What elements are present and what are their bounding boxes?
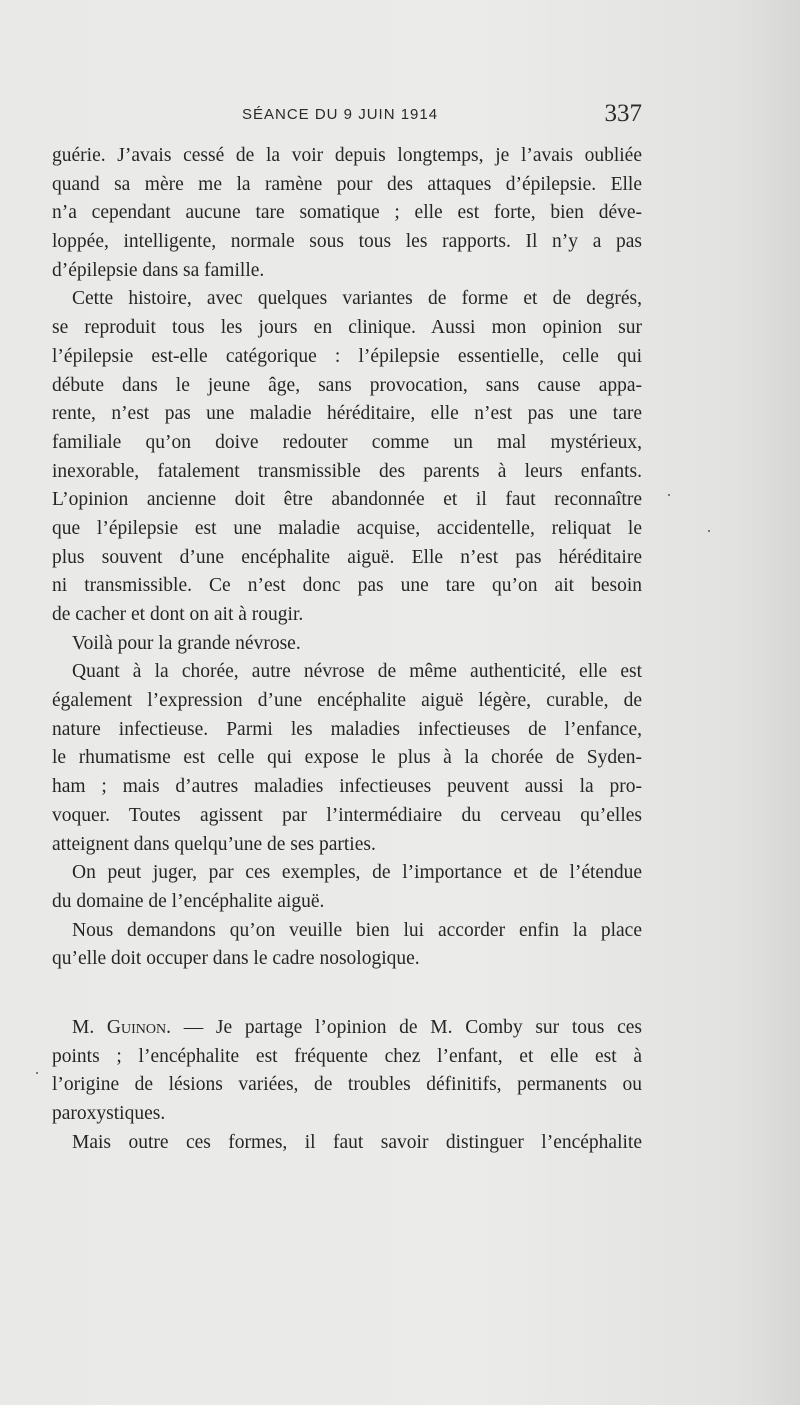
text-line: paroxystiques.	[52, 1103, 166, 1124]
text-line: Quant à la chorée, autre névrose de même authenticité, elle est	[72, 661, 642, 683]
body-text	[52, 142, 642, 1157]
text-line: ham ; mais d’autres maladies infectieuses peuvent aussi la pro-	[52, 776, 642, 798]
paragraph-2	[52, 285, 642, 629]
paragraph-6	[52, 917, 642, 974]
paragraph-4	[52, 658, 642, 859]
text-line: le rhumatisme est celle qui expose le plus à la chorée de Syden-	[52, 747, 642, 769]
page-number: 337	[604, 100, 642, 127]
paragraph-7	[52, 1014, 642, 1129]
text-line: l’origine de lésions variées, de troubles définitifs, permanents ou	[52, 1074, 642, 1096]
text-line: se reproduit tous les jours en clinique. Aussi mon opinion sur	[52, 317, 642, 339]
text-line: que l’épilepsie est une maladie acquise, accidentelle, reliquat le	[52, 517, 642, 539]
text-line: On peut juger, par ces exemples, de l’importance et de l’étendue	[72, 862, 642, 884]
paragraph-5	[52, 859, 642, 916]
text-line: atteignent dans quelqu’une de ses parties.	[52, 833, 376, 855]
text-fragment: — Je partage l’opinion de M. Comby sur tous ces	[171, 1016, 642, 1038]
text-line: familiale qu’on doive redouter comme un mal mystérieux,	[52, 431, 642, 453]
text-line: L’opinion ancienne doit être abandonnée et il faut reconnaître	[52, 489, 642, 511]
text-line: Mais outre ces formes, il faut savoir distinguer l’encéphalite	[72, 1131, 642, 1153]
text-line: inexorable, fatalement transmissible des parents à leurs enfants.	[52, 460, 642, 482]
text-line: d’épilepsie dans sa famille.	[52, 259, 265, 281]
paragraph-3	[52, 630, 642, 659]
text-line: guérie. J’avais cessé de la voir depuis longtemps, je l’avais oubliée	[52, 145, 642, 166]
text-line: l’épilepsie est-elle catégorique : l’épilepsie essentielle, celle qui	[52, 345, 642, 367]
running-head: SÉANCE DU 9 JUIN 1914	[242, 106, 439, 123]
text-line: débute dans le jeune âge, sans provocation, sans cause appa-	[52, 374, 642, 396]
text-line: quand sa mère me la ramène pour des attaques d’épilepsie. Elle	[52, 173, 642, 195]
paragraph-8	[52, 1129, 642, 1158]
text-line: n’a cependant aucune tare somatique ; elle est forte, bien déve-	[52, 202, 642, 224]
text-line: voquer. Toutes agissent par l’intermédiaire du cerveau qu’elles	[52, 804, 642, 826]
paper-speck	[668, 494, 670, 496]
text-line: de cacher et dont on ait à rougir.	[52, 604, 304, 625]
text-line: du domaine de l’encéphalite aiguë.	[52, 890, 325, 912]
paragraph-1	[52, 142, 642, 285]
text-line: rente, n’est pas une maladie héréditaire, elle n’est pas une tare	[52, 403, 642, 425]
text-line: loppée, intelligente, normale sous tous les rapports. Il n’y a pas	[52, 231, 642, 253]
text-line: également l’expression d’une encéphalite aiguë légère, curable, de	[52, 690, 642, 712]
text-line: Voilà pour la grande névrose.	[72, 632, 301, 654]
text-line: Nous demandons qu’on veuille bien lui accorder enfin la place	[72, 919, 642, 941]
text-line: plus souvent d’une encéphalite aiguë. Elle n’est pas héréditaire	[52, 546, 642, 568]
speaker-name: M. Guinon.	[72, 1016, 171, 1038]
page-header	[52, 100, 642, 132]
text-line: qu’elle doit occuper dans le cadre nosologique.	[52, 948, 420, 970]
text-line: points ; l’encéphalite est fréquente chez l’enfant, et elle est à	[52, 1045, 642, 1067]
paper-speck	[36, 1072, 38, 1074]
text-line: Cette histoire, avec quelques variantes de forme et de degrés,	[72, 288, 642, 310]
text-line: nature infectieuse. Parmi les maladies infectieuses de l’enfance,	[52, 718, 642, 740]
section-gap	[52, 974, 642, 1014]
paper-speck	[708, 530, 710, 532]
text-line: ni transmissible. Ce n’est donc pas une tare qu’on ait besoin	[52, 575, 642, 597]
text-line	[52, 1014, 642, 1043]
